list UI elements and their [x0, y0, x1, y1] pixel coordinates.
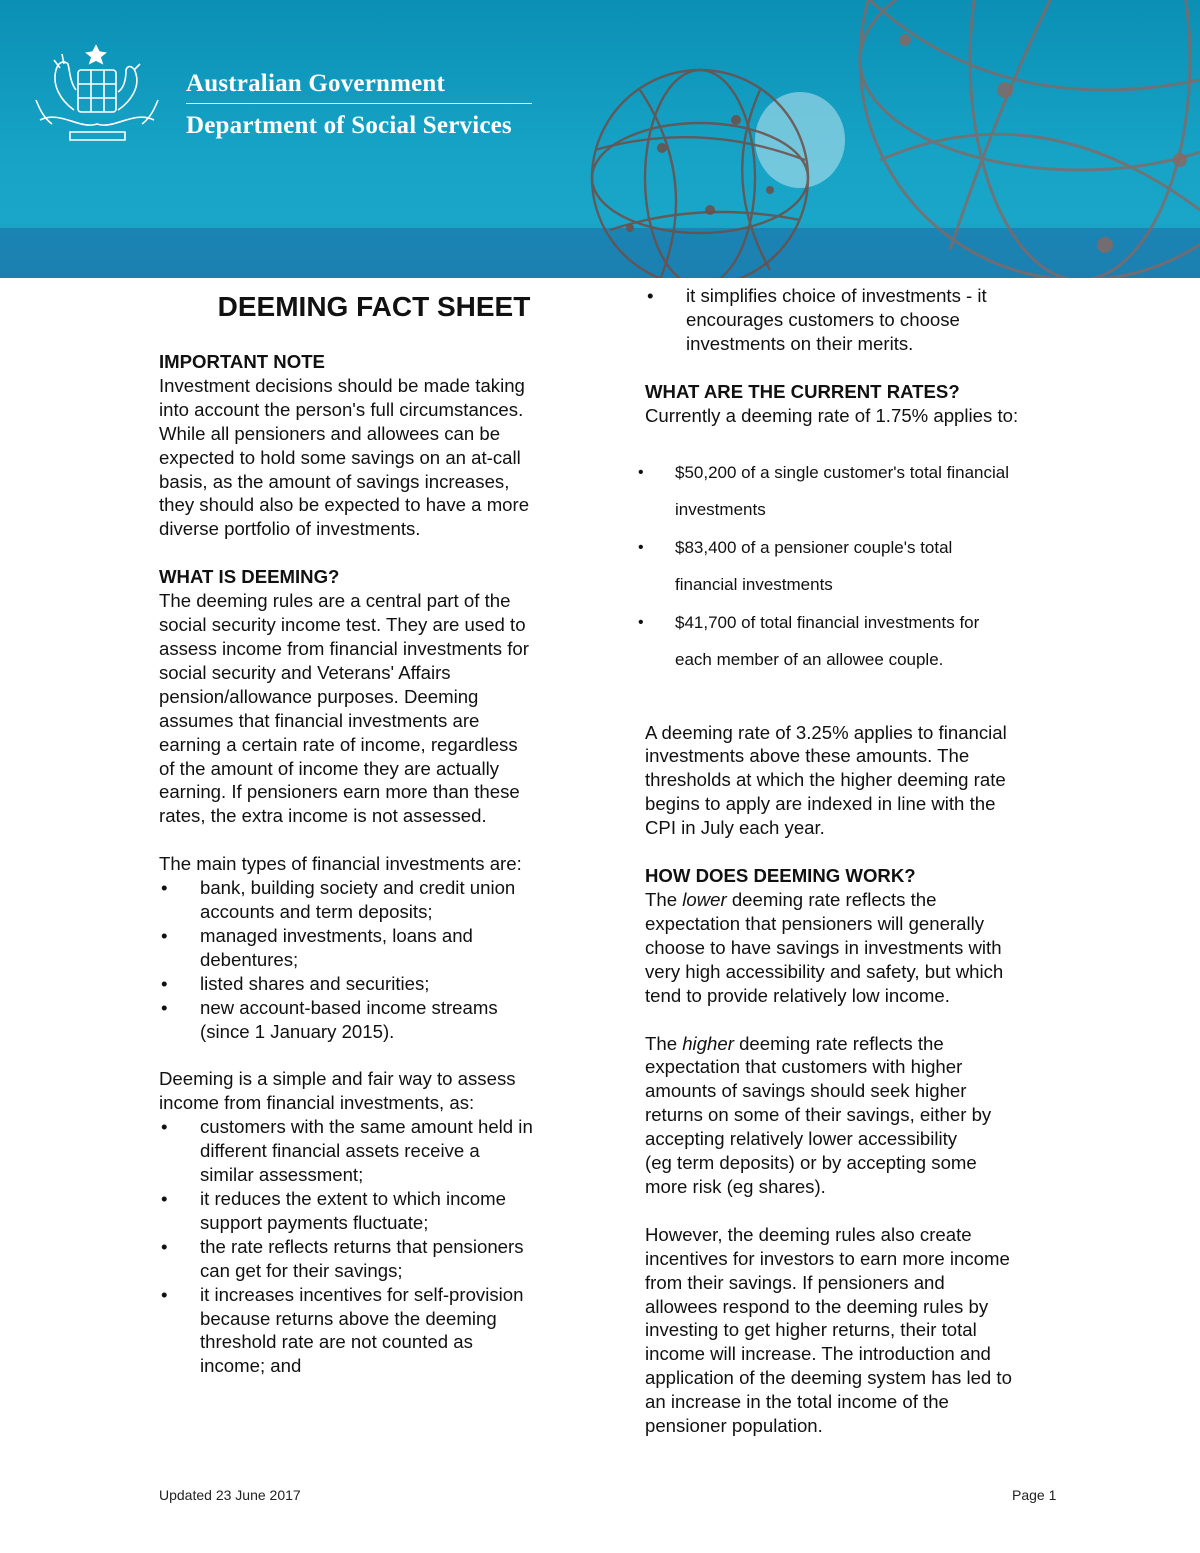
- bullet-icon: •: [161, 1283, 168, 1305]
- lower-rate-line: expectation that pensioners will generally: [645, 912, 985, 934]
- what-is-deeming-line: social security and Veterans' Affairs: [159, 661, 451, 683]
- higher-rate-text: deeming rate reflects the: [733, 1032, 944, 1054]
- higher-rate-line: amounts of savings should seek higher: [645, 1080, 967, 1102]
- what-is-deeming-heading: WHAT IS DEEMING?: [159, 566, 340, 588]
- list-item-line: the rate reflects returns that pensioners: [200, 1235, 524, 1257]
- higher-rate-line: expectation that customers with higher: [645, 1056, 963, 1078]
- what-is-deeming-line: social security income test. They are used to: [159, 614, 526, 636]
- list-item: [159, 1187, 589, 1235]
- current-rates-heading: WHAT ARE THE CURRENT RATES?: [645, 380, 960, 402]
- lower-rate-line: very high accessibility and safety, but which: [645, 960, 1004, 982]
- what-is-deeming-line: earning a certain rate of income, regardless: [159, 733, 518, 755]
- globe-network-graphic: [0, 0, 1200, 278]
- incentives-line: incentives for investors to earn more income: [645, 1247, 1010, 1269]
- lower-rate-line: choose to have savings in investments with: [645, 936, 1002, 958]
- current-rates-intro: Currently a deeming rate of 1.75% applies to:: [645, 404, 1019, 426]
- list-item-line: threshold rate are not counted as: [200, 1331, 473, 1353]
- simple-fair-list: [159, 1115, 589, 1378]
- higher-rate-line: A deeming rate of 3.25% applies to financial: [645, 721, 1007, 743]
- what-is-deeming-line: The deeming rules are a central part of the: [159, 590, 511, 612]
- list-item-line: it increases incentives for self-provision: [200, 1283, 524, 1305]
- what-is-deeming-line: rates, the extra income is not assessed.: [159, 805, 487, 827]
- list-item-line: $41,700 of total financial investments for: [675, 612, 980, 632]
- higher-rate-line: (eg term deposits) or by accepting some: [645, 1152, 977, 1174]
- list-item-line: financial investments: [675, 575, 833, 595]
- what-is-deeming-line: assess income from financial investments for: [159, 637, 529, 659]
- updated-date: Updated 23 June 2017: [159, 1487, 301, 1503]
- bullet-icon: •: [161, 996, 168, 1018]
- what-is-deeming-line: assumes that financial investments are: [159, 709, 480, 731]
- bullet-icon: •: [638, 463, 644, 481]
- important-note-line: While all pensioners and allowees can be: [159, 422, 501, 444]
- bullet-icon: •: [638, 613, 644, 631]
- list-item: [159, 1283, 589, 1379]
- list-item-line: investments: [675, 500, 766, 520]
- right-column: [638, 284, 1075, 1438]
- list-item-line: support payments fluctuate;: [200, 1211, 429, 1233]
- important-note-line: expected to hold some savings on an at-call: [159, 446, 521, 468]
- simple-fair-list-continued: [645, 284, 1075, 356]
- list-item: [159, 1115, 589, 1187]
- incentives-line: allowees respond to the deeming rules by: [645, 1295, 989, 1317]
- higher-rate-line: CPI in July each year.: [645, 817, 825, 839]
- investment-types-intro: The main types of financial investments are:: [159, 853, 522, 875]
- list-item-line: $50,200 of a single customer's total financial: [675, 462, 1009, 482]
- list-item-line: debentures;: [200, 948, 299, 970]
- investment-types-list: [159, 876, 589, 1043]
- incentives-line: pensioner population.: [645, 1415, 823, 1437]
- lower-rate-line: [645, 888, 1075, 912]
- list-item: [638, 529, 1075, 604]
- header-divider: [186, 103, 532, 104]
- important-note-line: Investment decisions should be made taking: [159, 374, 525, 396]
- what-is-deeming-line: of the amount of income they are actually: [159, 757, 500, 779]
- important-note-section: [159, 350, 589, 541]
- incentives-line: from their savings. If pensioners and: [645, 1271, 945, 1293]
- incentives-line: application of the deeming system has led to: [645, 1367, 1012, 1389]
- list-item: [645, 284, 1075, 356]
- list-item: [638, 454, 1075, 529]
- government-name: Australian Government: [186, 70, 446, 97]
- important-note-line: they should also be expected to have a more: [159, 494, 530, 516]
- list-item-line: similar assessment;: [200, 1164, 364, 1186]
- list-item-line: managed investments, loans and: [200, 924, 473, 946]
- what-is-deeming-line: pension/allowance purposes. Deeming: [159, 685, 479, 707]
- list-item-line: because returns above the deeming: [200, 1307, 497, 1329]
- list-item-line: $83,400 of a pensioner couple's total: [675, 537, 953, 557]
- current-rates-section: [638, 380, 1075, 840]
- important-note-heading: IMPORTANT NOTE: [159, 351, 325, 372]
- list-item-line: investments on their merits.: [686, 332, 914, 354]
- list-item: [159, 924, 589, 972]
- lower-rate-text: deeming rate reflects the: [726, 888, 937, 910]
- header-banner: [0, 0, 1200, 278]
- higher-rate-line: investments above these amounts. The: [645, 745, 970, 767]
- what-is-deeming-section: [159, 565, 589, 828]
- list-item: [159, 996, 589, 1044]
- current-rates-list: [638, 454, 1075, 679]
- important-note-line: basis, as the amount of savings increases,: [159, 470, 510, 492]
- list-item: [638, 604, 1075, 679]
- bullet-icon: •: [161, 877, 168, 899]
- list-item-line: income; and: [200, 1355, 302, 1377]
- commonwealth-coat-of-arms-icon: [30, 40, 165, 145]
- higher-rate-prefix: The: [645, 1032, 683, 1054]
- higher-rate-line: returns on some of their savings, either by: [645, 1104, 992, 1126]
- list-item: [159, 876, 589, 924]
- list-item-line: different financial assets receive a: [200, 1140, 480, 1162]
- bullet-icon: •: [161, 924, 168, 946]
- lower-rate-line: tend to provide relatively low income.: [645, 984, 950, 1006]
- department-name: Department of Social Services: [186, 112, 512, 139]
- higher-rate-emphasis: higher: [682, 1032, 734, 1054]
- higher-rate-line: accepting relatively lower accessibility: [645, 1128, 958, 1150]
- list-item-line: new account-based income streams: [200, 996, 498, 1018]
- important-note-line: diverse portfolio of investments.: [159, 518, 421, 540]
- higher-rate-line: begins to apply are indexed in line with the: [645, 793, 996, 815]
- bullet-icon: •: [638, 538, 644, 556]
- list-item-line: encourages customers to choose: [686, 308, 960, 330]
- list-item-line: it reduces the extent to which income: [200, 1188, 506, 1209]
- lower-rate-prefix: The: [645, 888, 683, 910]
- higher-rate-line: thresholds at which the higher deeming rate: [645, 769, 1006, 791]
- bullet-icon: •: [161, 1235, 168, 1257]
- list-item-line: customers with the same amount held in: [200, 1116, 533, 1138]
- page-title: DEEMING FACT SHEET: [217, 291, 531, 322]
- list-item-line: each member of an allowee couple.: [675, 650, 944, 670]
- list-item-line: can get for their savings;: [200, 1259, 403, 1281]
- bullet-icon: •: [647, 285, 654, 306]
- list-item-line: bank, building society and credit union: [200, 877, 516, 899]
- left-column: [159, 284, 589, 1378]
- simple-fair-intro: income from financial investments, as:: [159, 1092, 475, 1114]
- list-item-line: it simplifies choice of investments - it: [686, 285, 987, 306]
- list-item-line: (since 1 January 2015).: [200, 1020, 395, 1042]
- lower-rate-emphasis: lower: [682, 888, 727, 910]
- higher-rate-line: more risk (eg shares).: [645, 1175, 826, 1197]
- list-item-line: listed shares and securities;: [200, 972, 430, 994]
- incentives-line: However, the deeming rules also create: [645, 1223, 972, 1245]
- simple-fair-intro: Deeming is a simple and fair way to assess: [159, 1068, 516, 1090]
- how-it-works-section: [645, 864, 1075, 1438]
- investment-types-section: [159, 852, 589, 1043]
- incentives-line: income will increase. The introduction and: [645, 1343, 991, 1365]
- what-is-deeming-line: earning. If pensioners earn more than these: [159, 781, 520, 803]
- bullet-icon: •: [161, 972, 168, 994]
- simple-fair-section: [159, 1067, 589, 1378]
- bullet-icon: •: [161, 1188, 168, 1209]
- important-note-line: into account the person's full circumstances.: [159, 398, 524, 420]
- list-item-line: accounts and term deposits;: [200, 901, 433, 923]
- how-it-works-heading: HOW DOES DEEMING WORK?: [645, 865, 916, 887]
- bullet-icon: •: [161, 1116, 168, 1138]
- higher-rate-line: [645, 1032, 1075, 1056]
- list-item: [159, 1235, 589, 1283]
- list-item: [159, 972, 589, 996]
- page-number: Page 1: [1012, 1487, 1057, 1503]
- incentives-line: an increase in the total income of the: [645, 1391, 949, 1413]
- incentives-line: investing to get higher returns, their total: [645, 1319, 977, 1341]
